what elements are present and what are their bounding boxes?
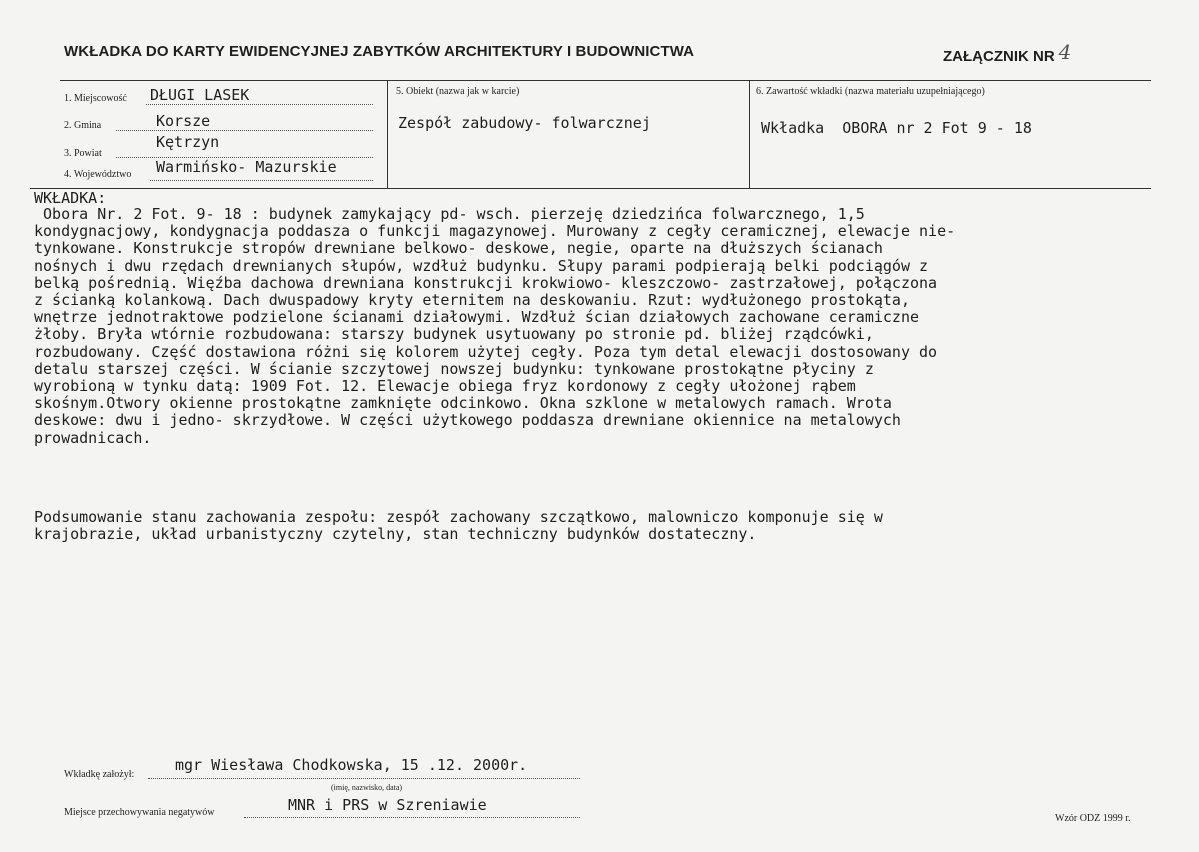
annex-label	[943, 42, 1071, 66]
author-value: mgr Wiesława Chodkowska, 15 .12. 2000r.	[175, 756, 528, 774]
storage-value: MNR i PRS w Szreniawie	[288, 796, 487, 814]
header-top-rule	[60, 80, 1151, 81]
storage-dots	[244, 817, 580, 818]
commune-label: 2. Gmina	[64, 120, 102, 131]
form-title: WKŁADKA DO KARTY EWIDENCYJNEJ ZABYTKÓW ARCHITEKTURY I BUDOWNICTWA	[64, 43, 695, 60]
voivodeship-label: 4. Województwo	[64, 169, 132, 180]
district-label: 3. Powiat	[64, 148, 102, 159]
author-label: Wkładkę założył:	[64, 769, 135, 780]
column-divider-2	[749, 80, 750, 188]
voivodeship-value: Warmińsko- Mazurskie	[156, 158, 337, 176]
storage-label: Miejsce przechowywania negatywów	[64, 807, 215, 818]
object-label: 5. Obiekt (nazwa jak w karcie)	[396, 86, 520, 97]
district-value: Kętrzyn	[156, 133, 220, 151]
voivodeship-dots	[150, 180, 373, 181]
author-dots	[148, 778, 580, 779]
body-heading: WKŁADKA:	[34, 189, 107, 207]
annex-label-text: ZAŁĄCZNIK NR	[943, 48, 1055, 65]
contents-value: Wkładka OBORA nr 2 Fot 9 - 18	[761, 119, 1032, 137]
town-dots	[146, 104, 373, 105]
contents-label: 6. Zawartość wkładki (nazwa materiału uzupełniającego)	[756, 86, 985, 97]
form-reference: Wzór ODZ 1999 r.	[1055, 813, 1131, 824]
header-bottom-rule	[30, 188, 1151, 189]
commune-dots	[116, 130, 373, 131]
object-value: Zespół zabudowy- folwarcznej	[398, 114, 651, 132]
author-hint: (imię, nazwisko, data)	[331, 783, 403, 792]
condition-summary: Podsumowanie stanu zachowania zespołu: zespół zachowany szczątkowo, malowniczo komponuje się w krajobrazie, układ urbanistyczny czytelny, stan techniczny budynków dostateczny.	[34, 508, 883, 544]
body-description: Obora Nr. 2 Fot. 9- 18 : budynek zamykający pd- wsch. pierzeję dziedzińca folwarcznego, 1,5 kondygnacjowy, kondygnacja poddasza o funkcji magazynowej. Murowany z cegły ceramicznej, elewacje nie- tynkowane. Konstrukcje stropów drewniane belkowo- deskowe, negie, oparte na dłuższych ścianach nośnych i dwu rzędach drewnianych słupów, wzdłuż budynku. Słupy parami podpierają belki podciągów z belką pośrednią. Więźba dachowa drewniana konstrukcji krokwiowo- kleszczowo- zastrzałowej, połączona z ścianką kolankową. Dach dwuspadowy kryty eternitem na deskowaniu. Rzut: wydłużonego prostokąta, wnętrze jednotraktowe podzielone ścianami działowymi. Wzdłuż ścian działowych zachowane ceramiczne żłoby. Bryła wtórnie rozbudowana: starszy budynek usytuowany po stronie pd. bliżej rządcówki, rozbudowany. Część dostawiona różni się kolorem użytej cegły. Poza tym detal elewacji dostosowany do detalu starszej części. W ścianie szczytowej nowszej budynku: tynkowane prostokątne płyciny z wyrobioną w tynku datą: 1909 Fot. 12. Elewacje obiega fryz kordonowy z cegły ułożonej rąbem skośnym.Otwory okienne prostokątne zamknięte odcinkowo. Okna szklone w metalowych ramach. Wrota deskowe: dwu i jedno- skrzydłowe. W części użytkowego poddasza drewniane okiennice na metalowych prowadnicach.	[34, 205, 956, 447]
commune-value: Korsze	[156, 112, 211, 130]
annex-number: 4	[1058, 40, 1072, 64]
column-divider-1	[387, 80, 388, 188]
town-label: 1. Miejscowość	[64, 93, 127, 104]
town-value: DŁUGI LASEK	[150, 86, 250, 104]
